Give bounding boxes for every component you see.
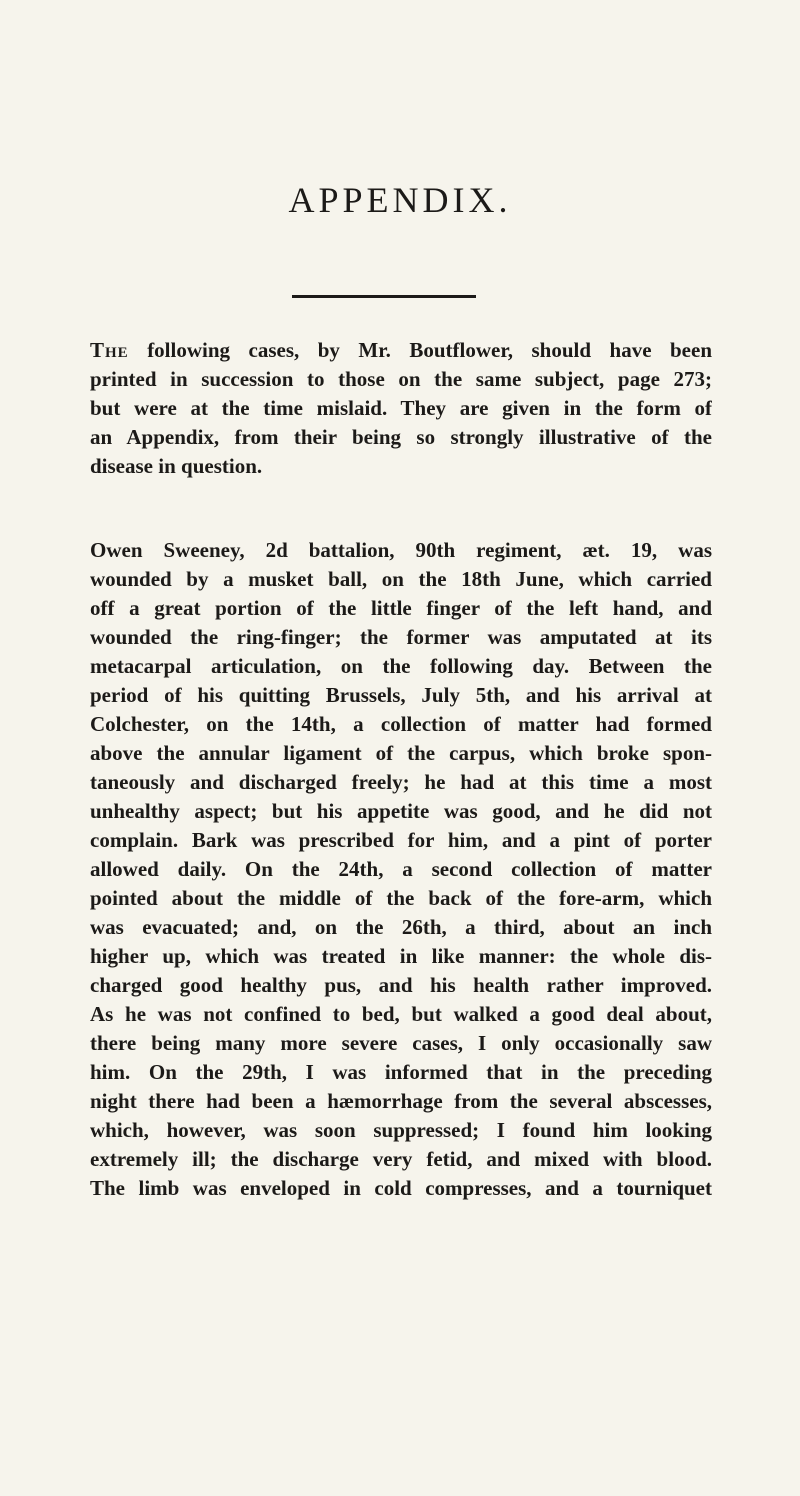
paragraph-line: higher up, which was treated in like manner: the whole dis- <box>90 944 712 968</box>
paragraph-line: taneously and discharged freely; he had at this time a most <box>90 770 712 794</box>
paragraph-line: above the annular ligament of the carpus, which broke spon- <box>90 741 712 765</box>
line-text: following cases, by Mr. Boutflower, should have been <box>147 338 712 362</box>
paragraph-line: was evacuated; and, on the 26th, a third, about an inch <box>90 915 712 939</box>
paragraph-line: extremely ill; the discharge very fetid, and mixed with blood. <box>90 1147 712 1171</box>
paragraph-line: disease in question. <box>90 454 263 478</box>
page-title: APPENDIX. <box>288 180 512 220</box>
paragraph-line: wounded by a musket ball, on the 18th June, which carried <box>90 567 712 591</box>
case-paragraph <box>90 536 712 1203</box>
paragraph-line: metacarpal articulation, on the following day. Between the <box>90 654 712 678</box>
paragraph-line: him. On the 29th, I was informed that in the preceding <box>90 1060 712 1084</box>
intro-paragraph <box>90 336 712 481</box>
paragraph-line: The limb was enveloped in cold compresses, and a tourniquet <box>90 1176 712 1200</box>
paragraph-line: Colchester, on the 14th, a collection of matter had formed <box>90 712 712 736</box>
paragraph-line: Owen Sweeney, 2d battalion, 90th regiment, æt. 19, was <box>90 538 712 562</box>
paragraph-line: an Appendix, from their being so strongly illustrative of the <box>90 425 712 449</box>
paragraph-line <box>90 336 712 365</box>
paragraph-line: wounded the ring-finger; the former was amputated at its <box>90 625 712 649</box>
paragraph-line: allowed daily. On the 24th, a second collection of matter <box>90 857 712 881</box>
paragraph-line: As he was not confined to bed, but walked a good deal about, <box>90 1002 712 1026</box>
paragraph-line: unhealthy aspect; but his appetite was good, and he did not <box>90 799 712 823</box>
lead-word: The <box>90 338 129 362</box>
paragraph-line: pointed about the middle of the back of the fore-arm, which <box>90 886 712 910</box>
paragraph-line: period of his quitting Brussels, July 5th, and his arrival at <box>90 683 712 707</box>
title-divider <box>292 295 476 298</box>
paragraph-line: printed in succession to those on the same subject, page 273; <box>90 367 712 391</box>
paragraph-line: charged good healthy pus, and his health rather improved. <box>90 973 712 997</box>
paragraph-line: there being many more severe cases, I only occasionally saw <box>90 1031 712 1055</box>
paragraph-line: which, however, was soon suppressed; I found him looking <box>90 1118 712 1142</box>
paragraph-line: night there had been a hæmorrhage from the several abscesses, <box>90 1089 712 1113</box>
paragraph-line: but were at the time mislaid. They are given in the form of <box>90 396 712 420</box>
paragraph-line: complain. Bark was prescribed for him, and a pint of porter <box>90 828 712 852</box>
paragraph-line: off a great portion of the little finger of the left hand, and <box>90 596 712 620</box>
